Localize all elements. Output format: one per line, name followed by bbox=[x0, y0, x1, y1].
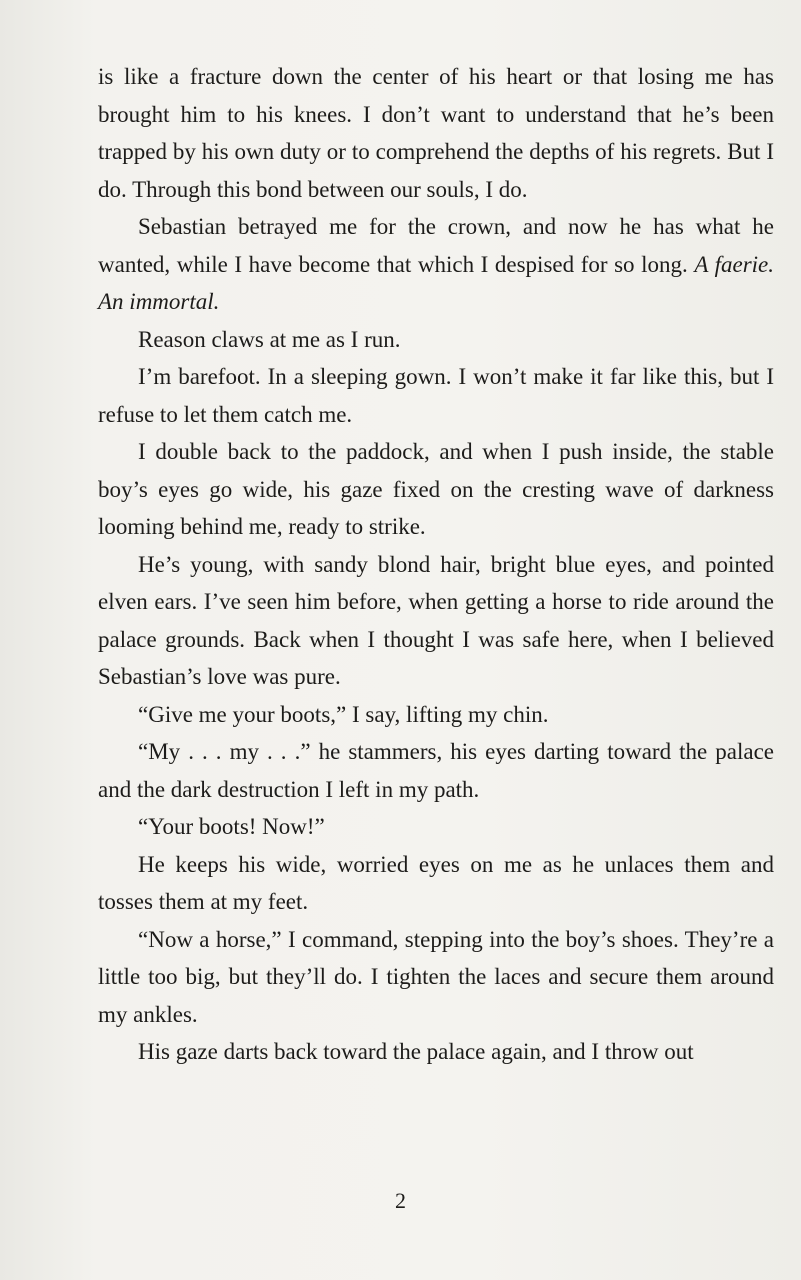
paragraph: “Give me your boots,” I say, lifting my chin. bbox=[138, 701, 549, 727]
italic-phrase: A faerie. An immortal. bbox=[98, 251, 774, 314]
paragraph: I’m barefoot. In a sleeping gown. I won’t make it far like this, but I refuse to let them catch me. bbox=[98, 364, 774, 427]
paragraph: Reason claws at me as I run. bbox=[138, 326, 401, 352]
paragraph: I double back to the paddock, and when I push inside, the stable boy’s eyes go wide, his gaze fixed on the cresting wave of darkness looming behind me, ready to strike. bbox=[98, 439, 774, 539]
paragraph bbox=[98, 208, 774, 321]
paragraph: “Your boots! Now!” bbox=[138, 814, 325, 839]
paragraph: He keeps his wide, worried eyes on me as he unlaces them and tosses them at my feet. bbox=[98, 851, 774, 914]
paragraph: He’s young, with sandy blond hair, bright blue eyes, and pointed elven ears. I’ve seen him before, when getting a horse to ride around the palace grounds. Back when I thought I was safe here, when I believed Sebastian’s love was pure. bbox=[98, 551, 774, 689]
paragraph-text: Sebastian betrayed me for the crown, and now he has what he wanted, while I have become that which I despised for so long. bbox=[98, 214, 774, 277]
paragraph: “Now a horse,” I command, stepping into the boy’s shoes. They’re a little too big, but they’ll do. I tighten the laces and secure them around my ankles. bbox=[98, 926, 774, 1027]
paragraph: is like a fracture down the center of his heart or that losing me has brought him to his knees. I don’t want to understand that he’s been trapped by his own duty or to comprehend the depths of his regrets. But I do. Through this bond between our souls, I do. bbox=[98, 64, 774, 202]
page-number: 2 bbox=[395, 1188, 406, 1213]
paragraph: His gaze darts back toward the palace again, and I throw out bbox=[138, 1039, 694, 1064]
paragraph: “My . . . my . . .” he stammers, his eyes darting toward the palace and the dark destruction I left in my path. bbox=[98, 739, 774, 802]
body-text bbox=[98, 58, 774, 1071]
